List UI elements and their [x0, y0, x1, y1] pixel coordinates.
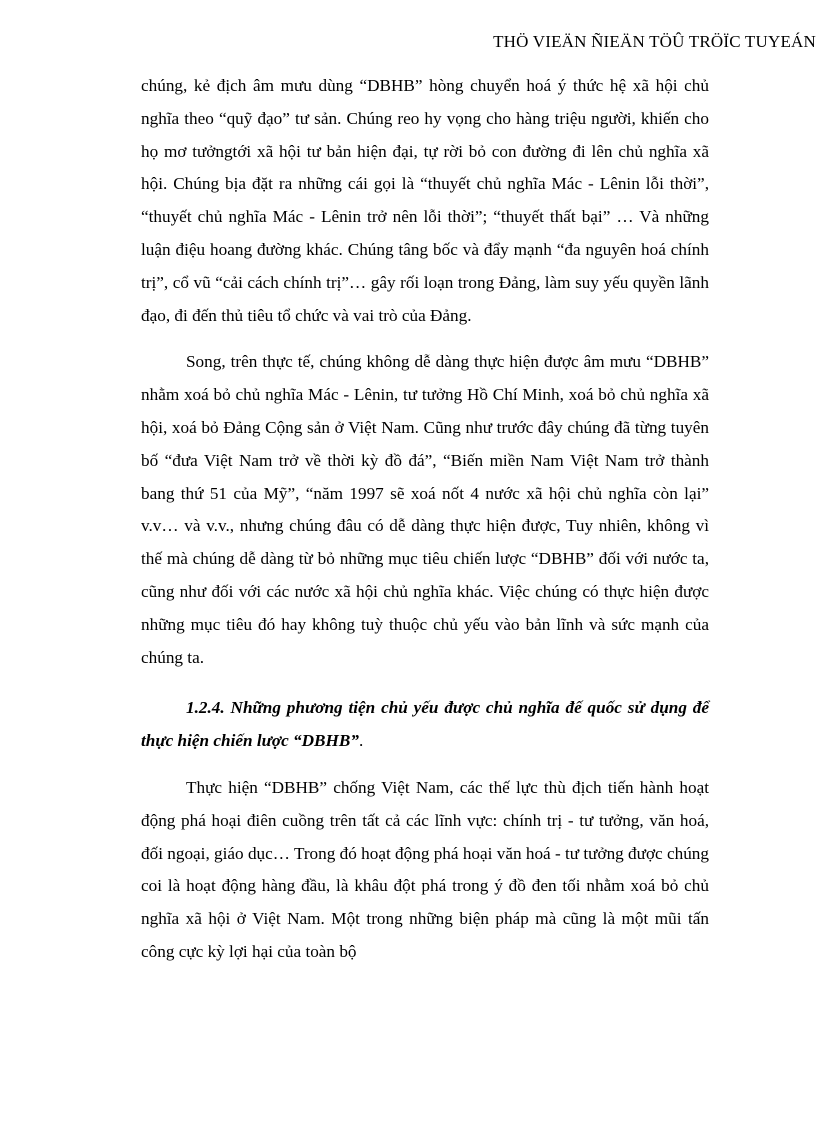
paragraph-3: Thực hiện “DBHB” chống Việt Nam, các thế lực thù địch tiến hành hoạt động phá hoại điên cuồng trên tất cả các lĩnh vực: chính trị - tư tưởng, văn hoá, đối ngoại, giáo dục… Trong đó hoạt động phá hoại văn hoá - tư tưởng được chúng coi là hoạt động hàng đầu, là khâu đột phá trong ý đồ đen tối nhằm xoá bỏ chủ nghĩa xã hội ở Việt Nam. Một trong những biện pháp mà cũng là một mũi tấn công cực kỳ lợi hại của toàn bộ	[141, 777, 709, 961]
page-header: THÖ VIEÄN ÑIEÄN TÖÛ TRÖÏC TUYEÁN	[493, 32, 816, 51]
paragraph-1: chúng, kẻ địch âm mưu dùng “DBHB” hòng chuyển hoá ý thức hệ xã hội chủ nghĩa theo “quỹ đạo” tư sản. Chúng reo hy vọng cho hàng triệu người, khiến cho họ mơ tưởngtới xã hội tư bản hiện đại, tự rời bỏ con đường đi lên chủ nghĩa xã hội. Chúng bịa đặt ra những cái gọi là “thuyết chủ nghĩa Mác - Lênin lỗi thời”, “thuyết chủ nghĩa Mác - Lênin trở nên lỗi thời”; “thuyết thất bại” … Và những luận điệu hoang đường khác. Chúng tâng bốc và đẩy mạnh “đa nguyên hoá chính trị”, cổ vũ “cải cách chính trị”… gây rối loạn trong Đảng, làm suy yếu quyền lãnh đạo, đi đến thủ tiêu tổ chức và vai trò của Đảng.	[141, 76, 709, 325]
section-heading	[141, 692, 709, 758]
document-body	[141, 70, 709, 969]
section-heading-period: .	[358, 731, 364, 751]
section-heading-text: 1.2.4. Những phương tiện chủ yếu được chủ nghĩa đế quốc sử dụng để thực hiện chiến lược “DBHB”	[141, 698, 709, 751]
paragraph-2: Song, trên thực tế, chúng không dễ dàng thực hiện được âm mưu “DBHB” nhằm xoá bỏ chủ nghĩa Mác - Lênin, tư tưởng Hồ Chí Minh, xoá bỏ chủ nghĩa xã hội, xoá bỏ Đảng Cộng sản ở Việt Nam. Cũng như trước đây chúng đã từng tuyên bố “đưa Việt Nam trở về thời kỳ đồ đá”, “Biến miền Nam Việt Nam trở thành bang thứ 51 của Mỹ”, “năm 1997 sẽ xoá nốt 4 nước xã hội chủ nghĩa còn lại” v.v… và v.v., nhưng chúng đâu có dễ dàng thực hiện được, Tuy nhiên, không vì thế mà chúng dễ dàng từ bỏ những mục tiêu chiến lược “DBHB” đối với nước ta, cũng như đối với các nước xã hội chủ nghĩa khác. Việc chúng có thực hiện được những mục tiêu đó hay không tuỳ thuộc chủ yếu vào bản lĩnh và sức mạnh của chúng ta.	[141, 352, 709, 667]
